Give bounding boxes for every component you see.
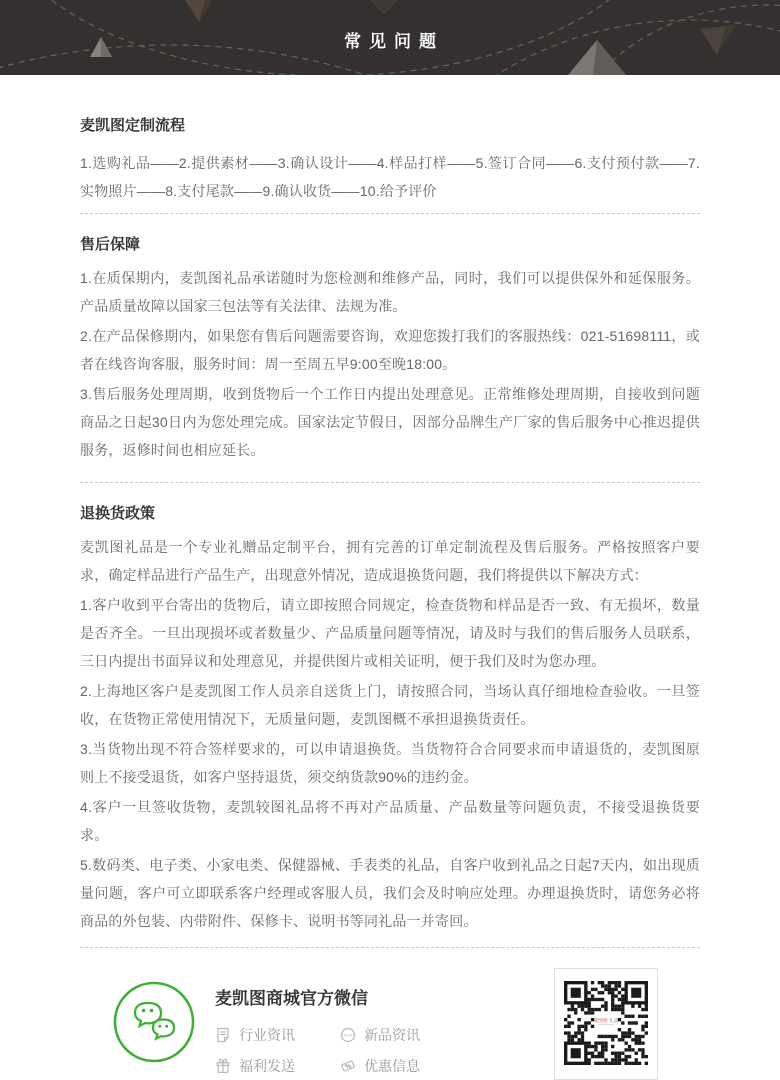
wechat-title: 麦凯图商城官方微信	[215, 989, 368, 1008]
wechat-info	[215, 984, 420, 1076]
page-header	[0, 0, 780, 75]
section-paragraph: 5.数码类、电子类、小家电类、保健器械、手表类的礼品，自客户收到礼品之日起7天内，如出现质量问题，客户可立即联系客户经理或客服人员，我们会及时响应处理。办理退换货时，请您务必将商品的外包装、内带附件、保修卡、说明书等同礼品一并寄回。	[80, 857, 700, 929]
feature-item	[340, 1025, 420, 1045]
section-paragraph: 1.选购礼品——2.提供素材——3.确认设计——4.样品打样——5.签订合同——6.支付预付款——7.实物照片——8.支付尾款——9.确认收货——10.给予评价	[80, 155, 700, 199]
section-heading: 退换货政策	[80, 505, 156, 522]
feature-item	[215, 1025, 340, 1045]
section-paragraph: 4.客户一旦签收货物，麦凯较图礼品将不再对产品质量、产品数量等问题负责，不接受退换货要求。	[80, 799, 700, 843]
feature-label: 行业资讯	[239, 1027, 295, 1043]
section-after-sales	[80, 234, 700, 464]
section-paragraph: 2.上海地区客户是麦凯图工作人员亲自送货上门，请按照合同，当场认真仔细地检查验收。一旦签收，在货物正常使用情况下，无质量问题，麦凯图概不承担退换货责任。	[80, 683, 700, 727]
section-custom-process	[80, 115, 700, 205]
section-return-policy	[80, 503, 700, 935]
feature-item	[340, 1056, 420, 1076]
section-paragraph: 3.当货物出现不符合签样要求的，可以申请退换货。当货物符合合同要求而申请退货的，麦凯图原则上不接受退货，如客户坚持退货，须交纳货款90%的违约金。	[80, 741, 700, 785]
faq-content	[0, 115, 780, 948]
wechat-logo-icon	[113, 981, 195, 1063]
gift-icon	[215, 1058, 231, 1074]
svg-text:麦凯图 礼品: 麦凯图 礼品	[593, 1017, 619, 1023]
section-paragraph: 1.在质保期内，麦凯图礼品承诺随时为您检测和维修产品，同时，我们可以提供保外和延保服务。产品质量故障以国家三包法等有关法律、法规为准。	[80, 270, 700, 314]
feature-item	[215, 1056, 340, 1076]
svg-text:NEW: NEW	[343, 1033, 353, 1038]
feature-label: 福利发送	[239, 1058, 295, 1074]
coupon-icon	[340, 1058, 356, 1074]
section-paragraph: 1.客户收到平台寄出的货物后，请立即按照合同规定，检查货物和样品是否一致、有无损坏，数量是否齐全。一旦出现损坏或者数量少、产品质量问题等情况，请及时与我们的售后服务人员联系，三日内提出书面异议和处理意见，并提供图片或相关证明，便于我们及时为您办理。	[80, 597, 700, 669]
section-heading: 麦凯图定制流程	[80, 117, 186, 134]
wechat-footer	[0, 948, 780, 1080]
qr-code	[564, 981, 648, 1065]
wechat-feature-grid	[215, 1025, 420, 1076]
qr-code-box	[554, 968, 658, 1080]
new-badge-icon	[340, 1027, 356, 1043]
section-heading: 售后保障	[80, 236, 141, 253]
section-divider	[80, 482, 700, 483]
feature-label: 优惠信息	[364, 1058, 420, 1074]
section-divider	[80, 213, 700, 214]
section-paragraph: 3.售后服务处理周期，收到货物后一个工作日内提出处理意见。正常维修处理周期，自接收到问题商品之日起30日内为您处理完成。国家法定节假日，因部分品牌生产厂家的售后服务中心推迟提供服务，返修时间也相应延长。	[80, 386, 700, 458]
section-paragraph: 2.在产品保修期内，如果您有售后问题需要咨询，欢迎您拨打我们的客服热线：021-51698111，或者在线咨询客服，服务时间：周一至周五早9:00至晚18:00。	[80, 328, 700, 372]
section-paragraph: 麦凯图礼品是一个专业礼赠品定制平台，拥有完善的订单定制流程及售后服务。严格按照客户要求，确定样品进行产品生产，出现意外情况，造成退换货问题，我们将提供以下解决方式：	[80, 539, 700, 583]
industry-news-icon	[215, 1027, 231, 1043]
feature-label: 新品资讯	[364, 1027, 420, 1043]
page-title: 常见问题	[344, 32, 444, 51]
